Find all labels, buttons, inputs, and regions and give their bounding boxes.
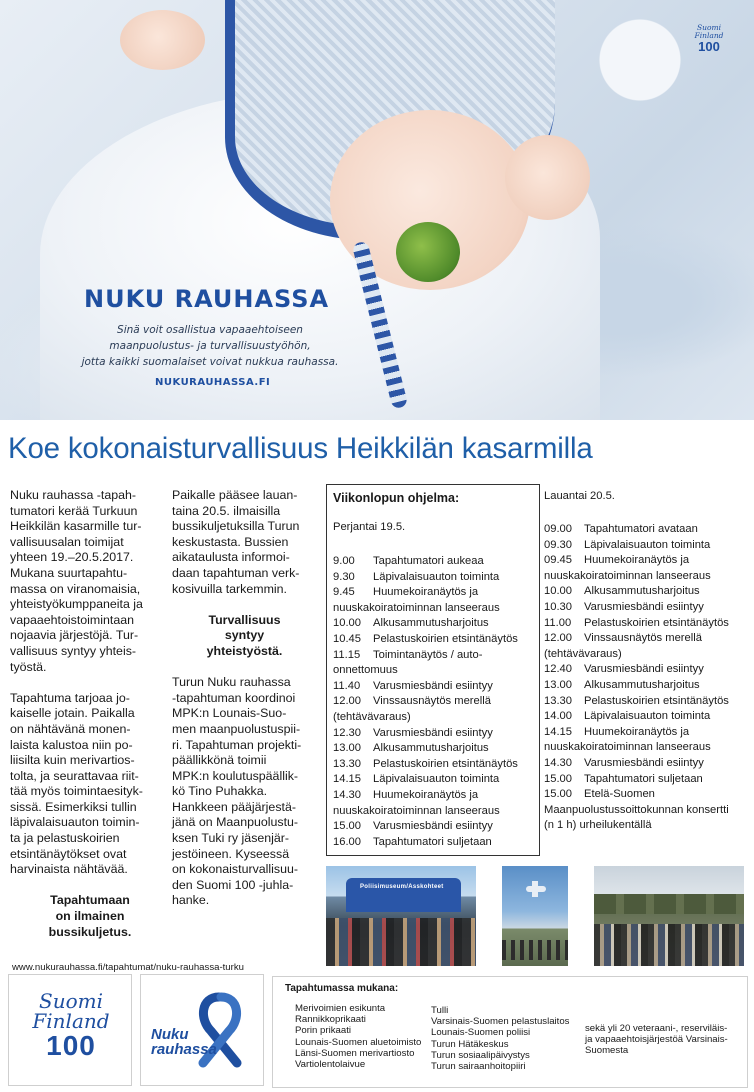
participant-item: Turun sairaanhoitopiiri <box>431 1061 526 1073</box>
schedule-activity: Pelastuskoirien etsintänäytös <box>584 616 729 629</box>
logo-nuku-text: Nuku <box>151 1026 189 1043</box>
participants-heading: Tapahtumassa mukana: <box>285 983 399 994</box>
pacifier <box>396 222 460 282</box>
schedule-row <box>333 679 533 695</box>
corner-logo-script: Suomi Finland <box>694 23 724 40</box>
logo-100-text: 100 <box>46 1030 96 1061</box>
schedule-time: 09.45 <box>544 554 572 567</box>
schedule-time: 14.00 <box>544 710 572 723</box>
schedule-activity: Etelä-Suomen <box>584 788 655 801</box>
article-paragraph: Nuku rauhassa -tapah- tumatori kerää Turkuun Heikkilän kasarmille tur- vallisuusalan toimijat yhteen 19.–20.5.2017. Mukana suurtapahtu- massa on viranomaisia, yhteistyökumppaneita ja vapaaehtoistoimintaan nojaavia järjestöjä. Tur- vallisuus syntyy yhteis- työstä. <box>10 488 143 674</box>
schedule-activity-continued: nuuskakoiratoiminnan lanseeraus <box>544 741 711 754</box>
schedule-activity-continued: (tehtävävaraus) <box>333 710 411 723</box>
schedule-activity: Varusmiesbändi esiintyy <box>584 663 704 676</box>
schedule-row <box>544 631 750 647</box>
schedule-row <box>544 522 750 538</box>
schedule-row <box>333 772 533 788</box>
participant-item: Lounais-Suomen poliisi <box>431 1027 531 1039</box>
article-paragraph: Tapahtuma tarjoaa jo- kaiselle jotain. Paikalla on nähtävänä monen- laista kalustoa niin po- liisilta kuin merivartios- tolta, ja seurattavaa riit- tää myös toimintaesityk- sissä. Esimerkiksi tullin läpivalaisuauton toimin- ta ja pelastuskoirien etsintänäytökset ovat harvinaista nähtävää. <box>10 690 143 877</box>
schedule-activity: Läpivalaisuauton toiminta <box>373 570 500 583</box>
participant-item: Vartiolentolaivue <box>295 1059 366 1071</box>
schedule-activity-continued: nuuskakoiratoiminnan lanseeraus <box>544 569 711 582</box>
schedule-time: 13.00 <box>333 742 361 755</box>
schedule-time: 10.00 <box>333 617 361 630</box>
hero-title: NUKU RAUHASSA <box>84 285 330 313</box>
schedule-activity: Toimintanäytös / auto- <box>373 648 483 661</box>
schedule-activity: Huumekoiranäytös ja <box>584 554 690 567</box>
participant-item: Turun Hätäkeskus <box>431 1038 509 1050</box>
program-day-friday: Perjantai 19.5. <box>333 521 406 533</box>
schedule-time: 9.30 <box>333 570 355 583</box>
participant-item: Turun sosiaalipäivystys <box>431 1049 530 1061</box>
schedule-time: 09.30 <box>544 538 572 551</box>
schedule-activity: Varusmiesbändi esiintyy <box>373 679 493 692</box>
schedule-activity: Varusmiesbändi esiintyy <box>373 726 493 739</box>
participants-column-3 <box>585 1023 728 1057</box>
schedule-time: 15.00 <box>544 788 572 801</box>
schedule-time: 13.30 <box>333 757 361 770</box>
participant-item: Varsinais-Suomen pelastuslaitos <box>431 1016 570 1028</box>
participant-item: Lounais-Suomen aluetoimisto <box>295 1036 422 1048</box>
schedule-activity: Läpivalaisuauton toiminta <box>373 773 500 786</box>
schedule-activity: Tapahtumatori aukeaa <box>373 555 484 567</box>
program-saturday <box>544 490 750 834</box>
schedule-row <box>544 709 750 725</box>
schedule-activity: Pelastuskoirien etsintänäytös <box>373 632 518 645</box>
schedule-time: 15.00 <box>333 820 361 833</box>
program-heading: Viikonlopun ohjelma: <box>333 491 460 505</box>
schedule-activity: Alkusammutusharjoitus <box>373 617 489 630</box>
schedule-row <box>333 835 533 851</box>
schedule-activity: Huumekoiranäytös ja <box>584 725 690 738</box>
schedule-row <box>544 538 750 554</box>
suomi100-corner-logo <box>686 24 732 54</box>
program-box <box>326 484 540 856</box>
schedule-row <box>333 726 533 742</box>
participant-item: Suomesta <box>585 1045 629 1057</box>
airplane-icon <box>526 886 546 892</box>
schedule-row <box>333 741 533 757</box>
event-url[interactable]: www.nukurauhassa.fi/tapahtumat/nuku-rauhassa-turku <box>12 962 244 973</box>
article-paragraph: Turun Nuku rauhassa -tapahtuman koordinoi MPK:n Lounais-Suo- men maanpuolustuspii- ri. Tapahtuman projekti- päällikkönä toimii MPK:n koulutuspäällik- kö Tino Puhakka. Hankkeen pääjärjestä- jänä on Maanpuolustu- ksen Tuki ry jäsenjär- jestöineen. Kyseessä on kokonaisturvallisuu- den Suomi 100 -juhla- hanke. <box>172 675 302 908</box>
schedule-activity: Alkusammutusharjoitus <box>584 585 700 598</box>
schedule-activity-continued: onnettomuus <box>333 664 398 677</box>
schedule-time: 14.30 <box>544 756 572 769</box>
schedule-activity: Varusmiesbändi esiintyy <box>584 600 704 613</box>
hero-subtitle-line: maanpuolustus- ja turvallisuustyöhön, <box>109 340 311 352</box>
schedule-row <box>333 694 533 710</box>
schedule-activity: Huumekoiranäytös ja <box>373 788 479 801</box>
program-day-saturday: Lauantai 20.5. <box>544 490 615 502</box>
schedule-row <box>333 632 533 648</box>
schedule-row <box>333 788 533 804</box>
schedule-row <box>544 553 750 569</box>
article-highlight: Turvallisuus syntyy yhteistyöstä. <box>206 612 283 658</box>
event-photo-crowd <box>594 866 744 966</box>
schedule-row <box>544 787 750 803</box>
schedule-activity: Vinssausnäytös merellä <box>584 632 702 645</box>
schedule-activity: Läpivalaisuauton toiminta <box>584 538 711 551</box>
schedule-time: 11.00 <box>544 616 572 629</box>
schedule-activity-continued: nuuskakoiratoiminnan lanseeraus <box>333 601 500 614</box>
participant-item: Tulli <box>431 1005 449 1016</box>
schedule-saturday <box>544 522 750 834</box>
schedule-row <box>333 585 533 601</box>
schedule-row <box>333 554 533 570</box>
logo-finland-text: Finland <box>32 1009 110 1033</box>
crowd <box>594 924 744 966</box>
schedule-time: 9.00 <box>333 555 355 567</box>
hero-url[interactable]: NUKURAUHASSA.FI <box>155 377 271 388</box>
participants-column-1 <box>295 1003 421 1070</box>
schedule-time: 15.00 <box>544 772 572 785</box>
hero-subtitle-line: jotta kaikki suomalaiset voivat nukkua rauhassa. <box>81 356 339 368</box>
logo-suomi-text: Suomi <box>39 989 103 1013</box>
baby-hand-right <box>505 135 590 220</box>
participants-box <box>272 976 748 1088</box>
schedule-row <box>544 662 750 678</box>
schedule-time: 14.30 <box>333 788 361 801</box>
article-highlight: Tapahtumaan on ilmainen bussikuljetus. <box>48 893 132 939</box>
schedule-activity: Alkusammutusharjoitus <box>373 742 489 755</box>
schedule-time: 13.00 <box>544 678 572 691</box>
schedule-time: 10.45 <box>333 632 361 645</box>
schedule-time: 10.30 <box>544 600 572 613</box>
hero-banner <box>0 0 754 420</box>
schedule-time: 12.40 <box>544 663 572 676</box>
military-vehicles <box>594 894 744 914</box>
crowd <box>502 940 568 960</box>
schedule-time: 9.45 <box>333 586 355 599</box>
schedule-row <box>333 757 533 773</box>
schedule-activity: Huumekoiranäytös ja <box>373 586 479 599</box>
schedule-activity: Vinssausnäytös merellä <box>373 695 491 708</box>
schedule-time: 09.00 <box>544 523 572 535</box>
schedule-time: 14.15 <box>544 725 572 738</box>
schedule-time: 12.00 <box>544 632 572 645</box>
suomi-finland-100-logo <box>8 974 132 1086</box>
crowd <box>326 918 476 966</box>
schedule-time: 14.15 <box>333 773 361 786</box>
baby-hand-left <box>120 10 205 70</box>
schedule-activity: Pelastuskoirien etsintänäytös <box>373 757 518 770</box>
schedule-activity: Pelastuskoirien etsintänäytös <box>584 694 729 707</box>
schedule-activity-continued: nuuskakoiratoiminnan lanseeraus <box>333 804 500 817</box>
schedule-row <box>544 600 750 616</box>
schedule-time: 11.40 <box>333 679 361 692</box>
schedule-time: 12.30 <box>333 726 361 739</box>
schedule-row <box>544 694 750 710</box>
schedule-activity: Alkusammutusharjoitus <box>584 678 700 691</box>
schedule-activity: Tapahtumatori suljetaan <box>584 772 703 785</box>
hero-subtitle-line: Sinä voit osallistua vapaaehtoiseen <box>117 324 303 336</box>
schedule-friday <box>333 554 533 850</box>
schedule-row <box>544 772 750 788</box>
participant-item: Merivoimien esikunta <box>295 1003 386 1014</box>
schedule-time: 16.00 <box>333 835 361 848</box>
participants-column-2 <box>431 1005 569 1072</box>
participant-item: Länsi-Suomen merivartiosto <box>295 1047 415 1059</box>
schedule-row <box>544 584 750 600</box>
participant-item: Porin prikaati <box>295 1025 351 1037</box>
article-paragraph: Paikalle pääsee lauan- taina 20.5. ilmaisilla bussikuljetuksilla Turun keskustasta. Bussien aikataulusta informoi- daan tapahtuman verk- kosivuilla tarkemmin. <box>172 488 300 596</box>
tent <box>346 878 461 912</box>
schedule-activity: Varusmiesbändi esiintyy <box>584 756 704 769</box>
tent-banner: Poliisimuseum/Asskohteet <box>360 884 444 890</box>
participant-item: ja vapaaehtoisjärjestöä Varsinais- <box>585 1034 728 1046</box>
hero-subtitle <box>80 322 340 370</box>
corner-logo-number: 100 <box>698 39 720 54</box>
schedule-activity: Tapahtumatori suljetaan <box>373 835 492 848</box>
schedule-time: 10.00 <box>544 585 572 598</box>
participant-item: Rannikkoprikaati <box>295 1014 366 1026</box>
schedule-row <box>544 725 750 741</box>
schedule-activity: Tapahtumatori avataan <box>584 523 698 535</box>
article-column-1 <box>10 488 170 956</box>
logo-rauhassa-text: rauhassa <box>151 1041 217 1058</box>
participant-item: sekä yli 20 veteraani-, reserviläis- <box>585 1023 728 1034</box>
schedule-time: 13.30 <box>544 694 572 707</box>
nuku-rauhassa-logo <box>140 974 264 1086</box>
schedule-activity-continued: (n 1 h) urheilukentällä <box>544 819 652 832</box>
schedule-time: 11.15 <box>333 648 361 661</box>
page-headline: Koe kokonaisturvallisuus Heikkilän kasarmilla <box>8 432 593 465</box>
schedule-time: 12.00 <box>333 695 361 708</box>
schedule-row <box>333 648 533 664</box>
schedule-row <box>544 678 750 694</box>
schedule-row <box>544 616 750 632</box>
schedule-row <box>544 756 750 772</box>
event-photo-airshow <box>502 866 568 966</box>
schedule-activity: Varusmiesbändi esiintyy <box>373 820 493 833</box>
schedule-row <box>333 819 533 835</box>
schedule-row <box>333 616 533 632</box>
schedule-activity-continued: Maanpuolustussoittokunnan konsertti <box>544 803 729 816</box>
schedule-row <box>333 570 533 586</box>
event-photo-tent <box>326 866 476 966</box>
schedule-activity: Läpivalaisuauton toiminta <box>584 710 711 723</box>
article-column-2 <box>172 488 317 925</box>
schedule-activity-continued: (tehtävävaraus) <box>544 647 622 660</box>
